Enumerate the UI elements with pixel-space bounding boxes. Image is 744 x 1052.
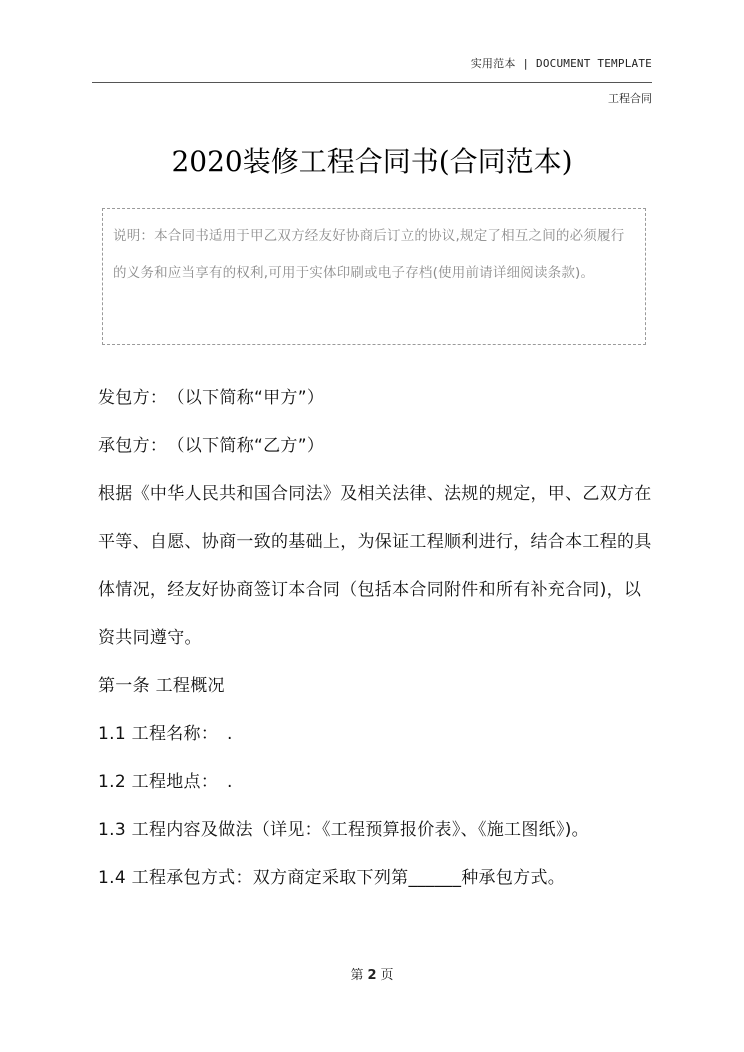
document-template-label: 实用范本 | DOCUMENT TEMPLATE [470, 57, 652, 70]
page-number: 2 [367, 968, 377, 983]
clause-1-2: 1.2 工程地点： . [98, 772, 233, 792]
clause-1-3: 1.3 工程内容及做法（详见：《工程预算报价表》、《施工图纸》)。 [98, 820, 589, 840]
preamble-paragraph: 根据《中华人民共和国合同法》及相关法律、法规的规定，甲、乙双方在平等、自愿、协商一致的基础上，为保证工程顺利进行，结合本工程的具体情况，经友好协商签订本合同（包括本合同附件和所有补充合同)，以资共同遵守。 [98, 484, 652, 648]
notice-box [102, 208, 646, 345]
article-heading: 第一条 工程概况 [98, 676, 225, 696]
party-b-line: 承包方： （以下简称“乙方”） [98, 436, 325, 456]
clause-1-1: 1.1 工程名称： . [98, 724, 233, 744]
document-title: 2020装修工程合同书(合同范本) [171, 145, 573, 178]
clause-1-4: 1.4 工程承包方式：双方商定采取下列第______种承包方式。 [98, 868, 566, 888]
notice-text: 说明：本合同书适用于甲乙双方经友好协商后订立的协议,规定了相互之间的必须履行的义务和应当享有的权利,可用于实体印刷或电子存档(使用前请详细阅读条款)。 [113, 228, 625, 281]
page-prefix: 第 [350, 968, 364, 983]
header-divider [92, 82, 652, 83]
page-suffix: 页 [380, 968, 394, 983]
page-footer [0, 964, 744, 983]
party-a-line: 发包方： （以下简称“甲方”） [98, 388, 325, 408]
contract-body [98, 374, 652, 902]
category-label: 工程合同 [608, 92, 652, 105]
